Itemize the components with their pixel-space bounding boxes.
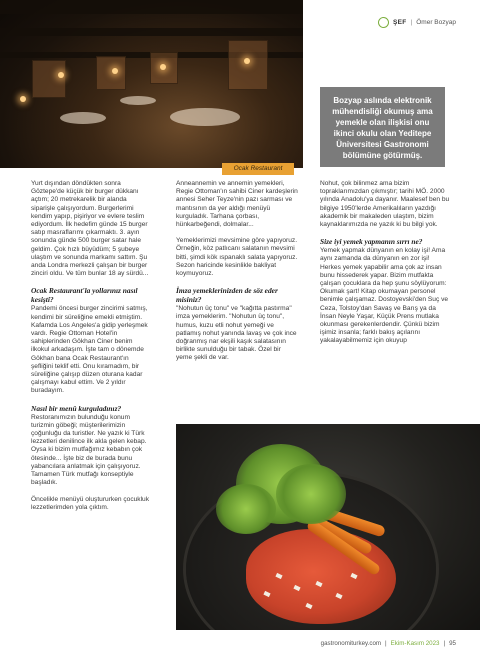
question-heading: Ocak Restaurant'la yollarınız nasıl kesişti? [31,286,138,305]
photo-caption: Ocak Restaurant [222,163,294,175]
paragraph: Öncelikle menüyü oluştururken çocukluk lezzetlerimden yola çıktım. [31,495,150,511]
question-heading: İmza yemeklerinizden de söz eder misiniz? [176,286,278,305]
paragraph: Anneannemin ve annemin yemekleri, Regie Ottoman'ın sahibi Ciner kardeşlerin annesi Seher Teyze'nin pazı sarması ve mantısının da yer aldığı menüyü kurguladık. Tarhana çorbası, hünkarbeğendi, dolmalar... [176,180,298,229]
question-heading: Nasıl bir menü kurguladınız? [31,403,122,413]
header-separator: | [410,19,413,26]
page-footer [321,640,456,647]
chef-hat-icon [378,17,389,28]
dish-photo [176,424,480,630]
footer-separator: | [385,640,387,647]
article-column-1 [31,180,149,520]
footer-issue: Ekim-Kasım 2023 [390,640,440,647]
author-name: Ömer Bozyap [416,19,456,26]
article-column-2 [176,180,298,371]
footer-separator: | [443,640,446,647]
paragraph: Restoranımızın bulunduğu konum turizmin göbeği; müşterilerimizin çoğunluğu da turistler. Ne yazık ki Türk lezzetleri denilince ilk akla gelen kebap. Oysa ki bizim mutfağımız kebabın çok ötesinde... İşte biz de burada bunu yabancılara anlatmak için çalışıyoruz. Tamamen Türk mutfağı konseptiyle başladık. [31,413,147,487]
paragraph: Pandemi öncesi burger zincirimi satmış, kendimi bir süreliğine emekli etmiştim. Kafamda Los Angeles'a gidip yerleşmek vardı. Regie Ottoman Hotel'in sahiplerinden Gökhan Ciner benim ilkokul arkadaşım. İşte tam o dönemde Gökhan bana Ocak Restaurant'ın şefliğini teklif etti. Onu kıramadım, bir süreliğine çalışıp düzen oturana kadar çalışmayı kabul ettim. Ve 2 yıldır buradayım. [31,305,148,395]
page-number: 95 [449,640,456,647]
pull-quote: Bozyap aslında elektronik mühendisliği okumuş ama yemekle olan ilişkisi onu ikinci okulu olan Yeditepe Üniversitesi Gastronomi bölümüne götürmüş. [320,87,445,167]
paragraph: Yurt dışından döndükten sonra Göztepe'de küçük bir burger dükkanı açtım; 20 metrekarelik bir alanda siparişle çalışıyordum. Burgerlerimi kendim yapıp, pişiriyor ve evlere teslim ediyordum. İlk hedefim günde 15 burger satıp masraflarımı çıkarmaktı. 3. ayın sonunda günde 500 burger satar hale geldim. Çok hızlı büyüdüm; 5 şubeye ulaştım ve sonunda markamı sattım. Şu anda Londra merkezli çalışan bir burger zinciri oldu. Ve tüm bunlar 18 ay sürdü... [31,180,149,278]
section-label: ŞEF [393,19,407,26]
paragraph: Yemeklerimizi mevsimine göre yapıyoruz. Örneğin, köz patlıcanı salatanın mevsimi bitti, şimdi kök ıspanaklı salata yapıyoruz. Sezon haricinde kesinlikle bakliyat koymuyoruz. [176,237,298,278]
question-heading: Size iyi yemek yapmanın sırrı ne? [320,237,423,247]
sauce [246,529,396,624]
paragraph: Nohut, çok bilinmez ama bizim topraklarımızdan çıkmıştır; tarihi MÖ. 2000 yılında Anadolu'ya dayanır. Maalesef ben bu bilgiye 1950'lerde Amerikalıların yazdığı akademik bir makaleden ulaştım, bizim kaynaklarımızda ne yazık ki bu bilgi yok. [320,180,450,229]
article-column-3 [320,180,450,354]
restaurant-photo [0,0,303,168]
paragraph: "Nohutun üç tonu" ve "kağıtta pastırma" imza yemeklerim. "Nohutun üç tonu", humus, kuzu etli nohut yemeği ve patlamış nohut yanında lavaş ve çok ince doğranmış nar ekşili kaşık salatasının birlikte sunulduğu bir tabak. Özel bir yeme şekli de var. [176,305,297,362]
page-header [378,17,456,28]
paragraph: Yemek yapmak dünyanın en kolay işi! Ama aynı zamanda da dünyanın en zor işi! Herkes yemek yapabilir ama çok az insan bunu hissederek yapar. Bizim mutfakta çalışan çocuklara da hep şunu söylüyorum: Okumak şart! Kitap okumayan personel benimle çalışamaz. Dostoyevski'den Suç ve Ceza, Tolstoy'dan Savaş ve Barış ya da İnsan Neyle Yaşar, Küçük Prens mutlaka okunması gerekenlerdendir. Çünkü bizim işimiz insanla; farklı bakış açılarını yakalayabilmemiz için okuyup [320,247,449,345]
footer-site: gastronomiturkey.com [320,640,382,647]
